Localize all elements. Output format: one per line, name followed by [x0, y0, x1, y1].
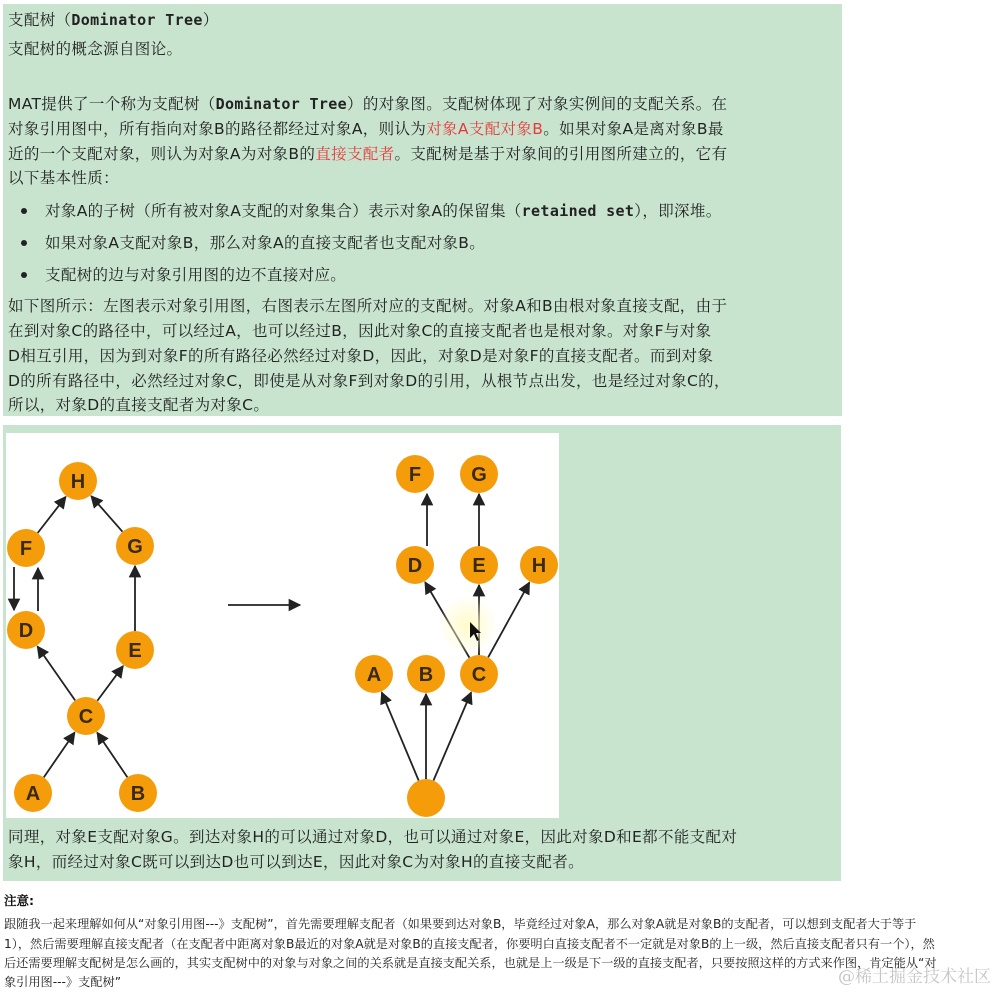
reference-graph-node-label: E [128, 640, 142, 662]
note-line: 后还需要理解支配树是怎么画的，其实支配树中的对象与对象之间的关系就是直接支配关系，也就是上一级是下一级的直接支配者，只要按照这样的方式来作图，肯定能从“对 [4, 956, 937, 970]
dominator-tree-node-label: F [408, 464, 422, 486]
list-item: 对象A的子树（所有被对象A支配的对象集合）表示对象A的保留集（retained set），即深堆。 [45, 202, 722, 220]
paragraph-line: D的所有路径中，必然经过对象C，即使是从对象F到对象D的引用，从根节点出发，也是经过对象C的， [8, 372, 730, 390]
reference-graph-edge [97, 666, 123, 701]
reference-graph-node-label: B [130, 783, 146, 805]
bullet-icon [21, 208, 27, 214]
note-line: 象引用图---》支配树” [4, 975, 122, 989]
dominator-tree-node-label: G [471, 464, 487, 486]
list-item: 如果对象A支配对象B，那么对象A的直接支配者也支配对象B。 [45, 234, 486, 252]
dominator-tree-figure [6, 433, 559, 818]
intro-text: 支配树的概念源自图论。 [8, 40, 183, 58]
quote-block-intro [3, 4, 842, 416]
reference-graph-edge [97, 733, 127, 778]
section-title: 支配树（Dominator Tree） [8, 11, 219, 29]
paragraph-line: 以下基本性质： [8, 169, 119, 187]
dominator-tree-edge [382, 692, 419, 780]
list-item: 支配树的边与对象引用图的边不直接对应。 [45, 266, 347, 284]
dominator-tree-node-root [407, 779, 445, 817]
note-line: 跟随我一起来理解如何从“对象引用图---》支配树”，首先需要理解支配者（如果要到达对象B，毕竟经过对象A，那么对象A就是对象B的支配者，可以想到支配者大于等于 [4, 917, 917, 931]
dominator-tree-node-label: C [471, 664, 487, 686]
note-line: 1），然后需要理解直接支配者（在支配者中距离对象B最近的对象A就是对象B的直接支配者，你要明白直接支配者不一定就是对象B的上一级，然后直接支配者只有一个），然 [4, 937, 935, 951]
paragraph-line: 近的一个支配对象，则认为对象A为对象B的直接支配者。支配树是基于对象间的引用图所建立的，它有 [8, 145, 728, 163]
paragraph-line: 同理，对象E支配对象G。到达对象H的可以通过对象D，也可以通过对象E，因此对象D和E都不能支配对 [8, 828, 738, 846]
dominator-tree-node-label: A [366, 664, 382, 686]
bullet-icon [21, 240, 27, 246]
graph-diagram [6, 433, 559, 818]
paragraph-line: 所以，对象D的直接支配者为对象C。 [8, 396, 270, 414]
paragraph-line: D相互引用，因为到对象F的所有路径必然经过对象D，因此，对象D是对象F的直接支配者。而到对象 [8, 347, 714, 365]
dominator-tree-edge [433, 692, 471, 780]
dominator-tree-node-label: D [407, 555, 423, 577]
reference-graph-node-label: D [18, 620, 34, 642]
dominator-tree-node-label: H [531, 555, 547, 577]
dominator-tree-node-label: E [472, 555, 486, 577]
cursor-highlight [438, 595, 498, 655]
reference-graph-edge [37, 646, 75, 700]
note-heading: 注意: [4, 893, 34, 908]
reference-graph-node-label: H [70, 471, 86, 493]
highlight-text: 对象A支配对象B [426, 120, 544, 138]
watermark: @稀土掘金技术社区 [838, 967, 991, 987]
dominator-tree-node-label: B [418, 664, 434, 686]
paragraph-line: 象H，而经过对象C既可以到达D也可以到达E，因此对象C为对象H的直接支配者。 [8, 853, 584, 871]
reference-graph-node-label: F [19, 538, 33, 560]
paragraph-line: 如下图所示：左图表示对象引用图，右图表示左图所对应的支配树。对象A和B由根对象直接支配，由于 [8, 297, 728, 315]
reference-graph-node-label: G [127, 536, 143, 558]
reference-graph-node-label: A [25, 783, 41, 805]
highlight-text: 直接支配者 [315, 145, 395, 163]
reference-graph-node-label: C [78, 706, 94, 728]
reference-graph-edge [38, 497, 66, 533]
paragraph-line: MAT提供了一个称为支配树（Dominator Tree）的对象图。支配树体现了对象实例间的支配关系。在 [8, 95, 728, 113]
reference-graph-edge [91, 496, 122, 532]
paragraph-line: 在到对象C的路径中，可以经过A，也可以经过B，因此对象C的直接支配者也是根对象。对象F与对象 [8, 322, 712, 340]
reference-graph-edge [44, 732, 75, 777]
paragraph-line: 对象引用图中，所有指向对象B的路径都经过对象A，则认为对象A支配对象B。如果对象A是离对象B最 [8, 120, 724, 138]
bullet-icon [21, 272, 27, 278]
